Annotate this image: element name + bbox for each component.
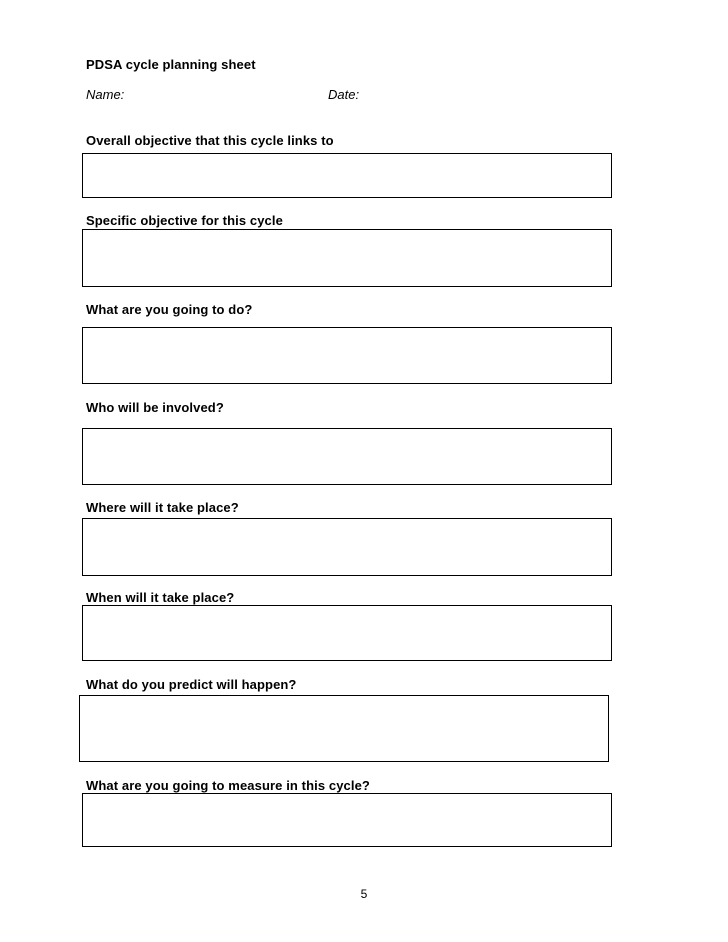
answer-box-predict[interactable]: [79, 695, 609, 762]
answer-box-when[interactable]: [82, 605, 612, 661]
question-label-overall-objective: Overall objective that this cycle links to: [86, 133, 334, 148]
question-label-what-to-do: What are you going to do?: [86, 302, 253, 317]
page-title: PDSA cycle planning sheet: [86, 57, 256, 72]
name-label: Name:: [86, 87, 125, 102]
page-number: 5: [360, 887, 368, 901]
answer-box-where[interactable]: [82, 518, 612, 576]
answer-box-who-involved[interactable]: [82, 428, 612, 485]
question-label-specific-objective: Specific objective for this cycle: [86, 213, 283, 228]
answer-box-what-to-do[interactable]: [82, 327, 612, 384]
question-label-when: When will it take place?: [86, 590, 235, 605]
answer-box-measure[interactable]: [82, 793, 612, 847]
answer-box-specific-objective[interactable]: [82, 229, 612, 287]
question-label-measure: What are you going to measure in this cycle?: [86, 778, 370, 793]
date-label: Date:: [328, 87, 360, 102]
question-label-predict: What do you predict will happen?: [86, 677, 297, 692]
question-label-where: Where will it take place?: [86, 500, 239, 515]
answer-box-overall-objective[interactable]: [82, 153, 612, 198]
question-label-who-involved: Who will be involved?: [86, 400, 224, 415]
